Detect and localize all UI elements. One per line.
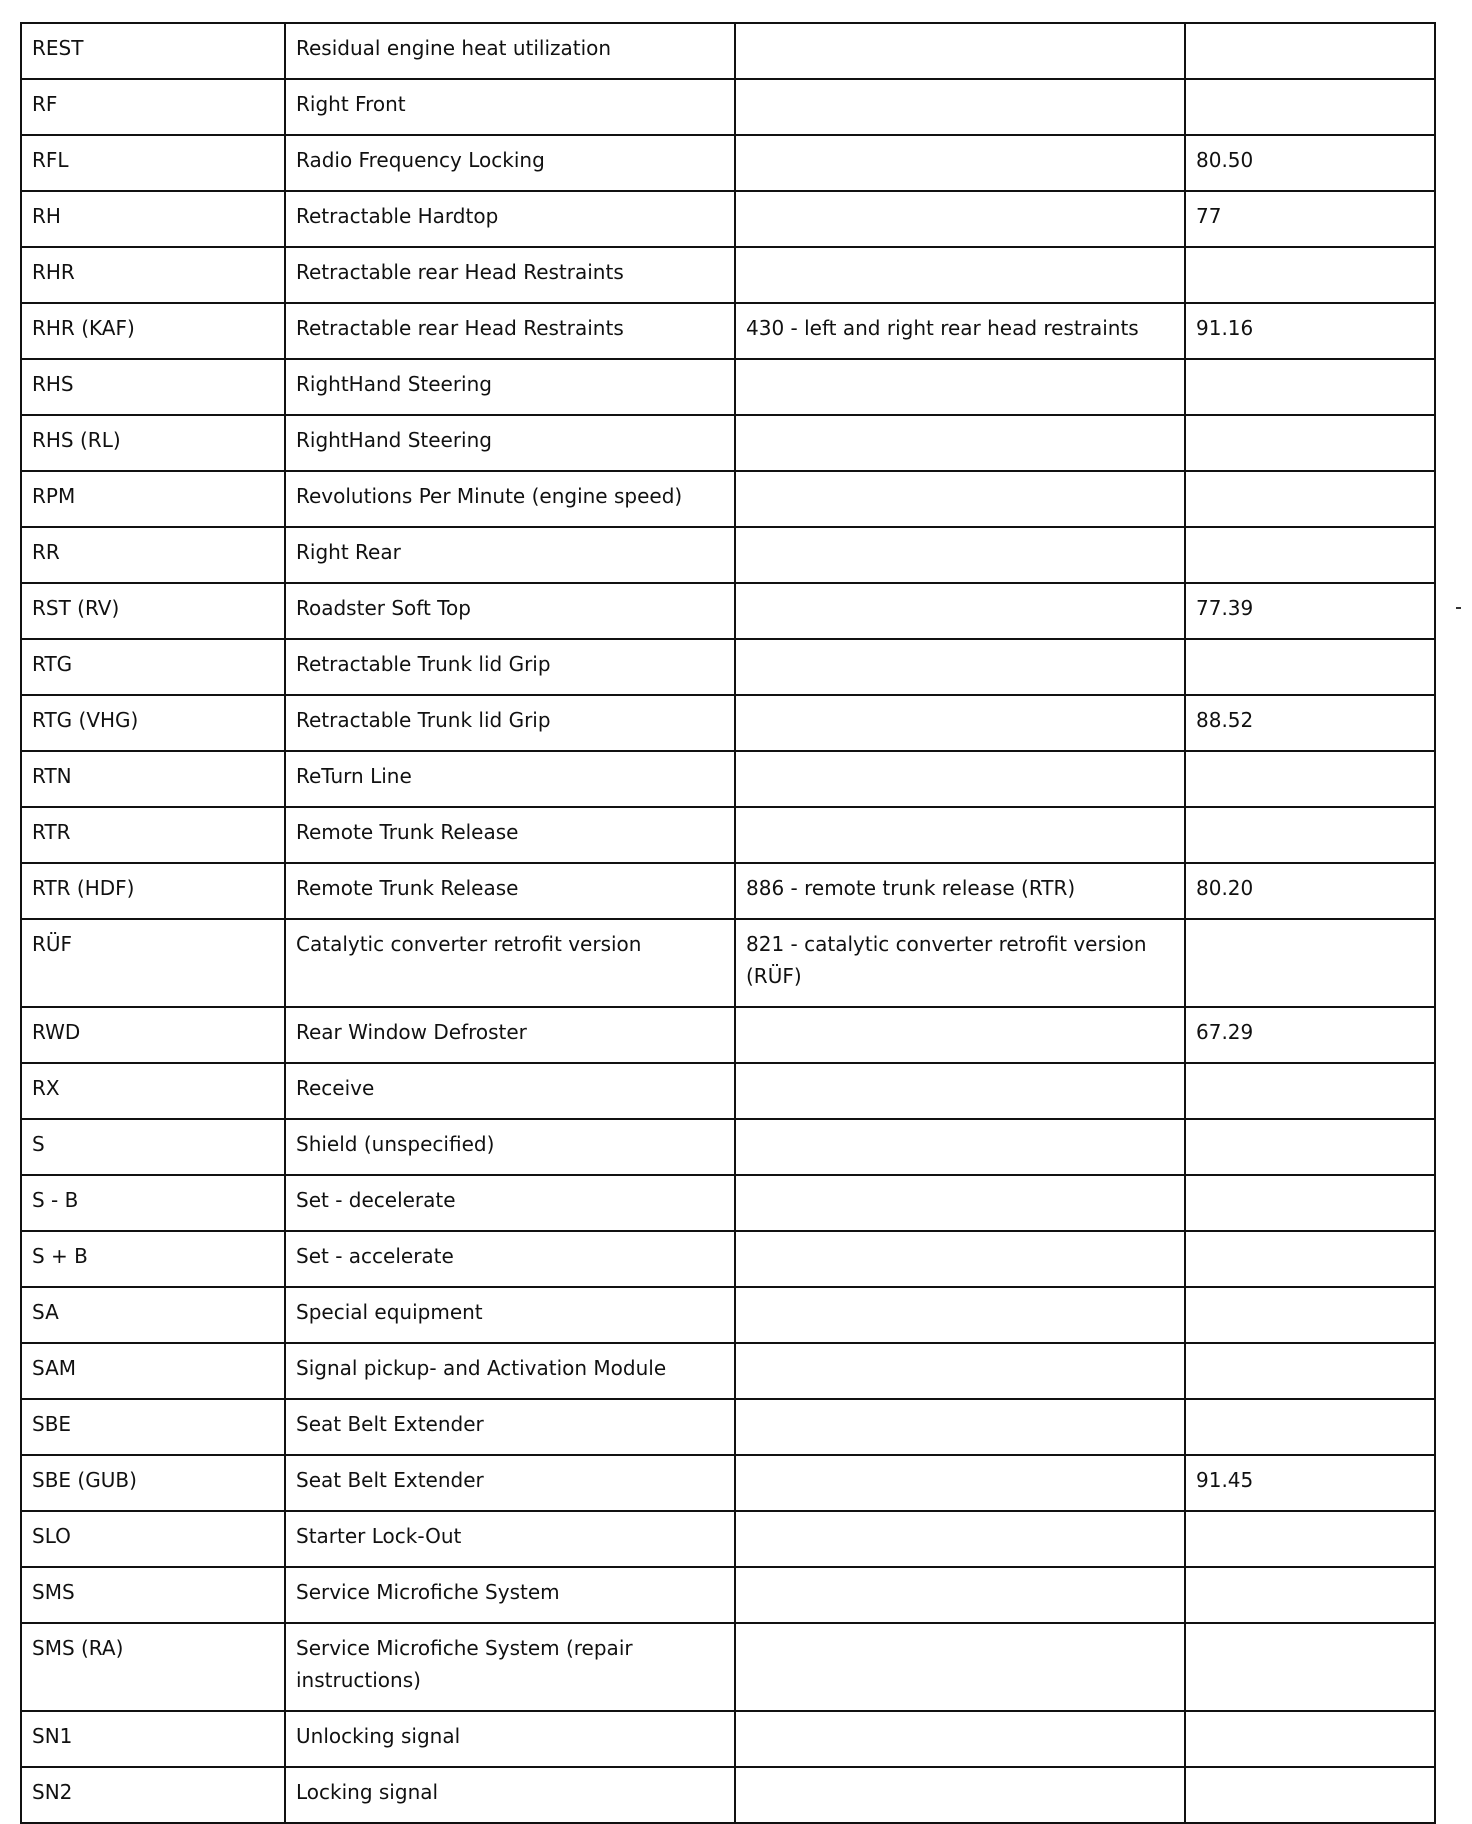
group-cell: 91.45 bbox=[1185, 1455, 1435, 1511]
code-cell: RR bbox=[21, 527, 285, 583]
group-cell bbox=[1185, 1399, 1435, 1455]
option-cell bbox=[735, 247, 1185, 303]
description-cell: Service Microfiche System (repair instructions) bbox=[285, 1623, 735, 1711]
group-cell: 67.29 bbox=[1185, 1007, 1435, 1063]
description-cell: Residual engine heat utilization bbox=[285, 23, 735, 79]
description-cell: Revolutions Per Minute (engine speed) bbox=[285, 471, 735, 527]
group-cell: 88.52 bbox=[1185, 695, 1435, 751]
option-cell bbox=[735, 191, 1185, 247]
table-row bbox=[21, 415, 1435, 471]
group-cell bbox=[1185, 1175, 1435, 1231]
description-cell: Retractable Hardtop bbox=[285, 191, 735, 247]
table-row bbox=[21, 135, 1435, 191]
group-cell bbox=[1185, 1231, 1435, 1287]
table-row bbox=[21, 1119, 1435, 1175]
group-cell: 80.20 bbox=[1185, 863, 1435, 919]
option-cell bbox=[735, 23, 1185, 79]
description-cell: Retractable Trunk lid Grip bbox=[285, 639, 735, 695]
table-row bbox=[21, 1063, 1435, 1119]
table-row bbox=[21, 583, 1435, 639]
table-row bbox=[21, 863, 1435, 919]
description-cell: ReTurn Line bbox=[285, 751, 735, 807]
group-cell: 91.16 bbox=[1185, 303, 1435, 359]
code-cell: RTR (HDF) bbox=[21, 863, 285, 919]
option-cell bbox=[735, 135, 1185, 191]
code-cell: SN1 bbox=[21, 1711, 285, 1767]
table-row bbox=[21, 1711, 1435, 1767]
option-cell bbox=[735, 639, 1185, 695]
description-cell: Retractable Trunk lid Grip bbox=[285, 695, 735, 751]
code-cell: S bbox=[21, 1119, 285, 1175]
description-cell: Starter Lock-Out bbox=[285, 1511, 735, 1567]
table-row bbox=[21, 751, 1435, 807]
code-cell: REST bbox=[21, 23, 285, 79]
table-row bbox=[21, 527, 1435, 583]
code-cell: RTG (VHG) bbox=[21, 695, 285, 751]
code-cell: S + B bbox=[21, 1231, 285, 1287]
code-cell: SBE bbox=[21, 1399, 285, 1455]
group-cell bbox=[1185, 471, 1435, 527]
code-cell: RTG bbox=[21, 639, 285, 695]
description-cell: Signal pickup- and Activation Module bbox=[285, 1343, 735, 1399]
description-cell: Roadster Soft Top bbox=[285, 583, 735, 639]
abbreviations-table-body bbox=[21, 23, 1435, 1823]
table-row bbox=[21, 79, 1435, 135]
table-row bbox=[21, 1231, 1435, 1287]
group-cell bbox=[1185, 527, 1435, 583]
description-cell: Shield (unspecified) bbox=[285, 1119, 735, 1175]
table-row bbox=[21, 1399, 1435, 1455]
option-cell bbox=[735, 1063, 1185, 1119]
code-cell: SAM bbox=[21, 1343, 285, 1399]
code-cell: RX bbox=[21, 1063, 285, 1119]
description-cell: Retractable rear Head Restraints bbox=[285, 303, 735, 359]
table-row bbox=[21, 919, 1435, 1007]
group-cell bbox=[1185, 1343, 1435, 1399]
group-cell: 77 bbox=[1185, 191, 1435, 247]
group-cell bbox=[1185, 415, 1435, 471]
table-row bbox=[21, 303, 1435, 359]
option-cell bbox=[735, 751, 1185, 807]
option-cell bbox=[735, 1231, 1185, 1287]
group-cell bbox=[1185, 1711, 1435, 1767]
description-cell: Special equipment bbox=[285, 1287, 735, 1343]
table-row bbox=[21, 1343, 1435, 1399]
option-cell bbox=[735, 359, 1185, 415]
description-cell: Radio Frequency Locking bbox=[285, 135, 735, 191]
table-row bbox=[21, 1007, 1435, 1063]
table-row bbox=[21, 471, 1435, 527]
description-cell: Service Microfiche System bbox=[285, 1567, 735, 1623]
description-cell: Rear Window Defroster bbox=[285, 1007, 735, 1063]
description-cell: Seat Belt Extender bbox=[285, 1455, 735, 1511]
code-cell: SMS bbox=[21, 1567, 285, 1623]
group-cell bbox=[1185, 1767, 1435, 1823]
description-cell: Set - decelerate bbox=[285, 1175, 735, 1231]
code-cell: SLO bbox=[21, 1511, 285, 1567]
code-cell: RTN bbox=[21, 751, 285, 807]
option-cell bbox=[735, 1567, 1185, 1623]
description-cell: Seat Belt Extender bbox=[285, 1399, 735, 1455]
option-cell bbox=[735, 1767, 1185, 1823]
table-row bbox=[21, 23, 1435, 79]
option-cell bbox=[735, 1287, 1185, 1343]
option-cell: 886 - remote trunk release (RTR) bbox=[735, 863, 1185, 919]
code-cell: RPM bbox=[21, 471, 285, 527]
code-cell: SA bbox=[21, 1287, 285, 1343]
description-cell: Right Front bbox=[285, 79, 735, 135]
group-cell bbox=[1185, 807, 1435, 863]
code-cell: RST (RV) bbox=[21, 583, 285, 639]
table-row bbox=[21, 1623, 1435, 1711]
description-cell: Set - accelerate bbox=[285, 1231, 735, 1287]
description-cell: Unlocking signal bbox=[285, 1711, 735, 1767]
description-cell: Locking signal bbox=[285, 1767, 735, 1823]
table-row bbox=[21, 1767, 1435, 1823]
group-cell bbox=[1185, 1511, 1435, 1567]
group-cell bbox=[1185, 1287, 1435, 1343]
table-row bbox=[21, 1287, 1435, 1343]
group-cell bbox=[1185, 79, 1435, 135]
table-row bbox=[21, 1175, 1435, 1231]
code-cell: RFL bbox=[21, 135, 285, 191]
option-cell bbox=[735, 1711, 1185, 1767]
code-cell: RHR bbox=[21, 247, 285, 303]
table-row bbox=[21, 1511, 1435, 1567]
option-cell bbox=[735, 79, 1185, 135]
code-cell: RF bbox=[21, 79, 285, 135]
table-row bbox=[21, 191, 1435, 247]
group-cell bbox=[1185, 359, 1435, 415]
option-cell bbox=[735, 1623, 1185, 1711]
table-row bbox=[21, 359, 1435, 415]
code-cell: RHS (RL) bbox=[21, 415, 285, 471]
description-cell: Catalytic converter retrofit version bbox=[285, 919, 735, 1007]
description-cell: Remote Trunk Release bbox=[285, 863, 735, 919]
group-cell bbox=[1185, 23, 1435, 79]
group-cell bbox=[1185, 1623, 1435, 1711]
option-cell bbox=[735, 583, 1185, 639]
code-cell: RHR (KAF) bbox=[21, 303, 285, 359]
option-cell bbox=[735, 1175, 1185, 1231]
description-cell: RightHand Steering bbox=[285, 359, 735, 415]
option-cell bbox=[735, 695, 1185, 751]
code-cell: SMS (RA) bbox=[21, 1623, 285, 1711]
option-cell bbox=[735, 1399, 1185, 1455]
abbreviations-table bbox=[20, 22, 1436, 1824]
table-row bbox=[21, 695, 1435, 751]
option-cell bbox=[735, 1511, 1185, 1567]
option-cell bbox=[735, 807, 1185, 863]
code-cell: RWD bbox=[21, 1007, 285, 1063]
group-cell bbox=[1185, 1119, 1435, 1175]
description-cell: Retractable rear Head Restraints bbox=[285, 247, 735, 303]
option-cell bbox=[735, 527, 1185, 583]
code-cell: SN2 bbox=[21, 1767, 285, 1823]
code-cell: RTR bbox=[21, 807, 285, 863]
option-cell bbox=[735, 1343, 1185, 1399]
code-cell: RÜF bbox=[21, 919, 285, 1007]
table-row bbox=[21, 1455, 1435, 1511]
description-cell: Receive bbox=[285, 1063, 735, 1119]
group-cell: 80.50 bbox=[1185, 135, 1435, 191]
code-cell: SBE (GUB) bbox=[21, 1455, 285, 1511]
group-cell bbox=[1185, 639, 1435, 695]
option-cell bbox=[735, 1455, 1185, 1511]
option-cell bbox=[735, 1007, 1185, 1063]
group-cell bbox=[1185, 1063, 1435, 1119]
group-cell bbox=[1185, 247, 1435, 303]
code-cell: RH bbox=[21, 191, 285, 247]
table-row bbox=[21, 247, 1435, 303]
group-cell bbox=[1185, 919, 1435, 1007]
option-cell bbox=[735, 1119, 1185, 1175]
option-cell: 430 - left and right rear head restraints bbox=[735, 303, 1185, 359]
table-row bbox=[21, 1567, 1435, 1623]
table-row bbox=[21, 639, 1435, 695]
description-cell: Right Rear bbox=[285, 527, 735, 583]
description-cell: Remote Trunk Release bbox=[285, 807, 735, 863]
description-cell: RightHand Steering bbox=[285, 415, 735, 471]
option-cell: 821 - catalytic converter retrofit version (RÜF) bbox=[735, 919, 1185, 1007]
group-cell: 77.39 bbox=[1185, 583, 1435, 639]
option-cell bbox=[735, 415, 1185, 471]
table-row bbox=[21, 807, 1435, 863]
stray-mark bbox=[1456, 607, 1461, 609]
group-cell bbox=[1185, 1567, 1435, 1623]
abbreviations-page bbox=[20, 22, 1436, 1824]
option-cell bbox=[735, 471, 1185, 527]
code-cell: RHS bbox=[21, 359, 285, 415]
code-cell: S - B bbox=[21, 1175, 285, 1231]
group-cell bbox=[1185, 751, 1435, 807]
